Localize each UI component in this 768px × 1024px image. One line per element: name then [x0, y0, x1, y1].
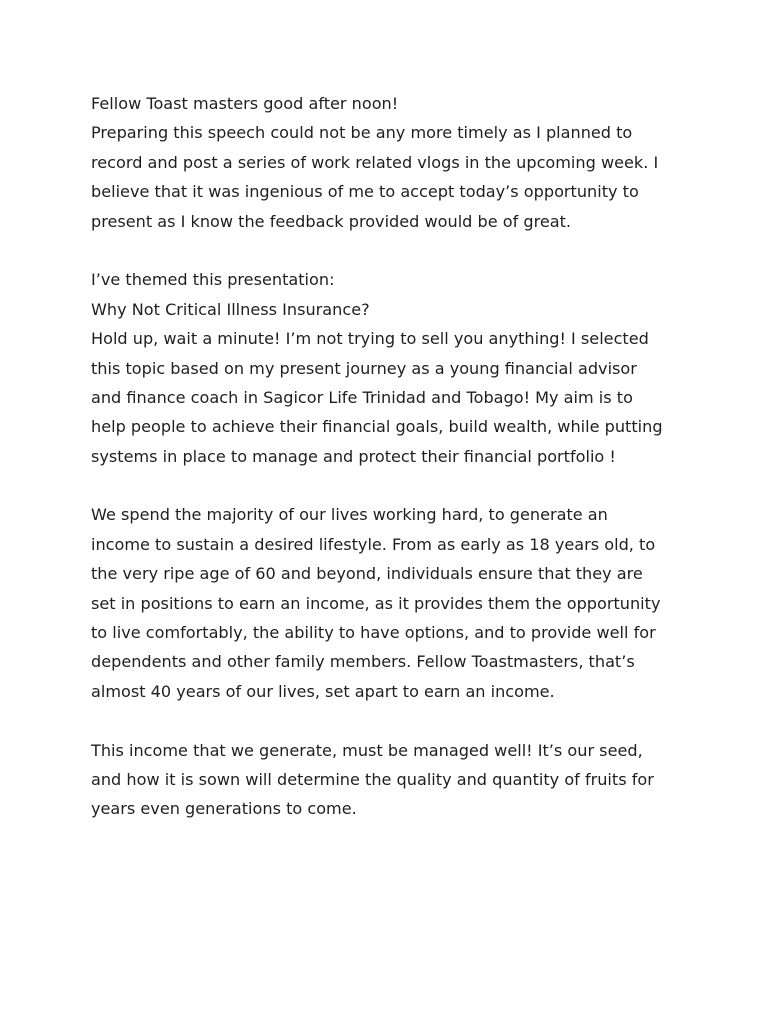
- text-line: Preparing this speech could not be any more timely as I planned to: [91, 123, 633, 143]
- text-line: Hold up, wait a minute! I’m not trying to sell you anything! I selected: [91, 329, 649, 349]
- text-line: This income that we generate, must be managed well! It’s our seed,: [91, 740, 643, 760]
- text-line: almost 40 years of our lives, set apart to earn an income.: [91, 681, 555, 701]
- text-line: years even generations to come.: [91, 799, 357, 819]
- text-line: income to sustain a desired lifestyle. From as early as 18 years old, to: [91, 534, 656, 554]
- text-line: to live comfortably, the ability to have options, and to provide well for: [91, 623, 656, 643]
- text-line: believe that it was ingenious of me to accept today’s opportunity to: [91, 182, 639, 202]
- text-line: record and post a series of work related vlogs in the upcoming week. I: [91, 152, 659, 172]
- text-line: set in positions to earn an income, as it provides them the opportunity: [91, 593, 661, 613]
- paragraph-greeting-intro: [91, 89, 691, 236]
- text-line: this topic based on my present journey as a young financial advisor: [91, 358, 637, 378]
- text-line: dependents and other family members. Fellow Toastmasters, that’s: [91, 652, 635, 672]
- text-line: I’ve themed this presentation:: [91, 270, 335, 290]
- paragraph-spacer: [91, 471, 691, 500]
- text-line: systems in place to manage and protect their financial portfolio !: [91, 446, 616, 466]
- text-line: and finance coach in Sagicor Life Trinidad and Tobago! My aim is to: [91, 387, 633, 407]
- text-line: help people to achieve their financial goals, build wealth, while putting: [91, 417, 663, 437]
- paragraph-spacer: [91, 236, 691, 265]
- text-line: present as I know the feedback provided would be of great.: [91, 211, 572, 231]
- text-line: and how it is sown will determine the quality and quantity of fruits for: [91, 769, 654, 789]
- document-body: [91, 89, 691, 824]
- paragraph-seed: [91, 736, 691, 824]
- text-line: the very ripe age of 60 and beyond, individuals ensure that they are: [91, 564, 643, 584]
- text-line: We spend the majority of our lives working hard, to generate an: [91, 505, 608, 525]
- paragraph-income: [91, 500, 691, 706]
- paragraph-spacer: [91, 706, 691, 735]
- text-line: Why Not Critical Illness Insurance?: [91, 299, 370, 319]
- text-line: Fellow Toast masters good after noon!: [91, 94, 399, 113]
- paragraph-theme: [91, 265, 691, 471]
